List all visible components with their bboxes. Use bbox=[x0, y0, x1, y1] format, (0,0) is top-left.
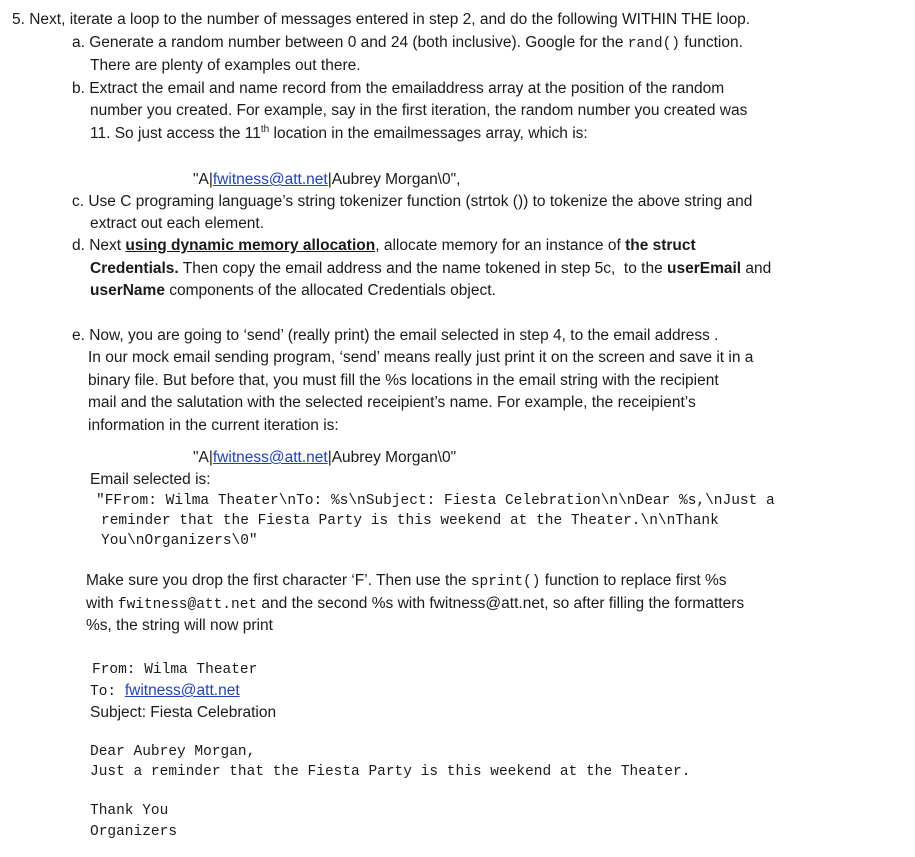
step-5a-line-1: a. Generate a random number between 0 and 24 (both inclusive). Google for the rand() function. bbox=[72, 34, 743, 52]
instructions-line-2: with fwitness@att.net and the second %s with fwitness@att.net, so after filling the formatters bbox=[86, 595, 745, 613]
record-email-link-2[interactable]: fwitness@att.net bbox=[212, 449, 328, 466]
output-body-line: Just a reminder that the Fiesta Party is this weekend at the Theater. bbox=[90, 764, 691, 780]
step-5b-line-3: 11. So just access the 11th location in the emailmessages array, which is: bbox=[90, 123, 588, 142]
step-5c-line-2: extract out each element. bbox=[90, 215, 265, 232]
email-template-code-line-1: "FFrom: Wilma Theater\nTo: %s\nSubject: Fiesta Celebration\n\nDear %s,\nJust a bbox=[96, 493, 775, 509]
step-5d-line-1: d. Next using dynamic memory allocation, allocate memory for an instance of the struct bbox=[72, 237, 696, 254]
email-template-code-line-2: reminder that the Fiesta Party is this weekend at the Theater.\n\nThank bbox=[101, 513, 719, 529]
step-5e-line-3: binary file. But before that, you must fill the %s locations in the email string with the recipient bbox=[88, 372, 719, 389]
step-5e-line-4: mail and the salutation with the selected receipient’s name. For example, the receipient’s bbox=[88, 394, 696, 411]
instructions-line-1: Make sure you drop the first character ‘F’. Then use the sprint() function to replace first %s bbox=[86, 572, 727, 590]
ordinal-superscript: th bbox=[260, 123, 270, 135]
output-subject-line: Subject: Fiesta Celebration bbox=[90, 704, 277, 721]
dynamic-memory-allocation-emphasis: using dynamic memory allocation bbox=[125, 237, 376, 254]
output-from-line: From: Wilma Theater bbox=[92, 662, 258, 678]
step-5e-line-1: e. Now, you are going to ‘send’ (really print) the email selected in step 4, to the email address . bbox=[72, 327, 719, 344]
output-thank-line: Thank You bbox=[90, 803, 169, 819]
step-5e-line-2: In our mock email sending program, ‘send’ means really just print it on the screen and save it in a bbox=[88, 349, 754, 366]
output-to-email-link[interactable]: fwitness@att.net bbox=[124, 682, 240, 699]
step-5e-line-5: information in the current iteration is: bbox=[88, 417, 339, 434]
step-5-intro: 5. Next, iterate a loop to the number of messages entered in step 2, and do the following WITHIN THE loop. bbox=[12, 11, 751, 28]
record-email-link-1[interactable]: fwitness@att.net bbox=[212, 171, 328, 188]
rand-function-code: rand() bbox=[627, 36, 680, 52]
example-record-2: "A|fwitness@att.net|Aubrey Morgan\0" bbox=[193, 449, 457, 466]
output-to-line: To: fwitness@att.net bbox=[90, 682, 240, 700]
step-5d-line-3: userName components of the allocated Credentials object. bbox=[90, 282, 496, 299]
sprint-function-code: sprint() bbox=[470, 574, 541, 590]
output-organizers-line: Organizers bbox=[90, 824, 178, 840]
instructions-line-3: %s, the string will now print bbox=[86, 617, 273, 634]
step-5d-line-2: Credentials. Then copy the email address and the name tokened in step 5c, to the userEmail and bbox=[90, 260, 772, 277]
email-template-code-line-3: You\nOrganizers\0" bbox=[101, 533, 258, 549]
step-5a-line-2: There are plenty of examples out there. bbox=[90, 57, 361, 74]
step-5b-line-2: number you created. For example, say in the first iteration, the random number you created was bbox=[90, 102, 748, 119]
email-selected-label: Email selected is: bbox=[90, 471, 211, 488]
step-5c-line-1: c. Use C programing language’s string tokenizer function (strtok ()) to tokenize the above string and bbox=[72, 193, 753, 210]
example-record-1: "A|fwitness@att.net|Aubrey Morgan\0", bbox=[193, 171, 461, 188]
step-5b-line-1: b. Extract the email and name record from the emailaddress array at the position of the random bbox=[72, 80, 725, 97]
email-address-code: fwitness@att.net bbox=[117, 597, 258, 613]
output-salutation-line: Dear Aubrey Morgan, bbox=[90, 744, 256, 760]
